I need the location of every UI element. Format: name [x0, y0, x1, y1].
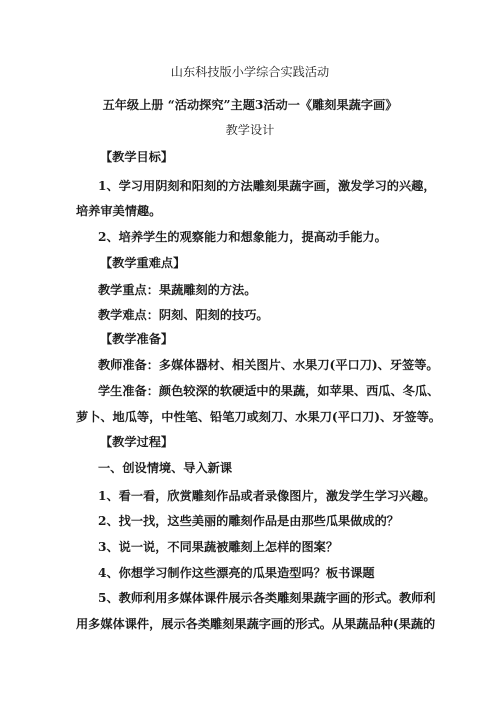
document-title: 山东科技版小学综合实践活动 [170, 65, 330, 79]
goal-1-line-1: 1、学习用阴刻和阳刻的方法雕刻果蔬字画，激发学习的兴趣， [98, 179, 436, 193]
section-heading-process: 【教学过程】 [100, 435, 174, 449]
section-heading-key-points: 【教学重难点】 [100, 256, 186, 270]
teacher-preparation: 教师准备：多媒体器材、相关图片、水果刀(平口刀)、牙签等。 [98, 358, 439, 372]
process-item-1: 1、看一看，欣赏雕刻作品或者录像图片，激发学生学习兴趣。 [98, 489, 436, 503]
process-step-1: 一、创设情境、导入新课 [98, 461, 233, 475]
process-item-5-line-1: 5、教师利用多媒体课件展示各类雕刻果蔬字画的形式。教师利 [98, 591, 436, 605]
process-item-4: 4、你想学习制作这些漂亮的瓜果造型吗？板书课题 [98, 566, 375, 580]
process-item-5-line-2: 用多媒体课件，展示各类雕刻果蔬字画的形式。从果蔬品种(果蔬的 [76, 617, 436, 631]
process-item-3: 3、说一说，不同果蔬被雕刻上怎样的图案？ [98, 540, 339, 554]
goal-2: 2、培养学生的观察能力和想象能力，提高动手能力。 [98, 230, 387, 244]
key-point: 教学重点：果蔬雕刻的方法。 [98, 283, 257, 297]
section-heading-goals: 【教学目标】 [100, 150, 174, 164]
goal-1-line-2: 培养审美情趣。 [76, 204, 162, 218]
difficulty-point: 教学难点：阴刻、阳刻的技巧。 [98, 308, 269, 322]
process-item-2: 2、找一找，这些美丽的雕刻作品是由那些瓜果做成的？ [98, 514, 399, 528]
document-type: 教学设计 [225, 123, 275, 137]
section-heading-preparation: 【教学准备】 [100, 332, 174, 346]
student-preparation-line-1: 学生准备：颜色较深的软硬适中的果蔬，如苹果、西瓜、冬瓜、 [98, 384, 440, 398]
student-preparation-line-2: 萝卜、地瓜等，中性笔、铅笔刀或刻刀、水果刀(平口刀)、牙签等。 [76, 410, 441, 424]
document-subtitle: 五年级上册 “活动探究”主题3活动一《雕刻果蔬字画》 [102, 98, 398, 112]
